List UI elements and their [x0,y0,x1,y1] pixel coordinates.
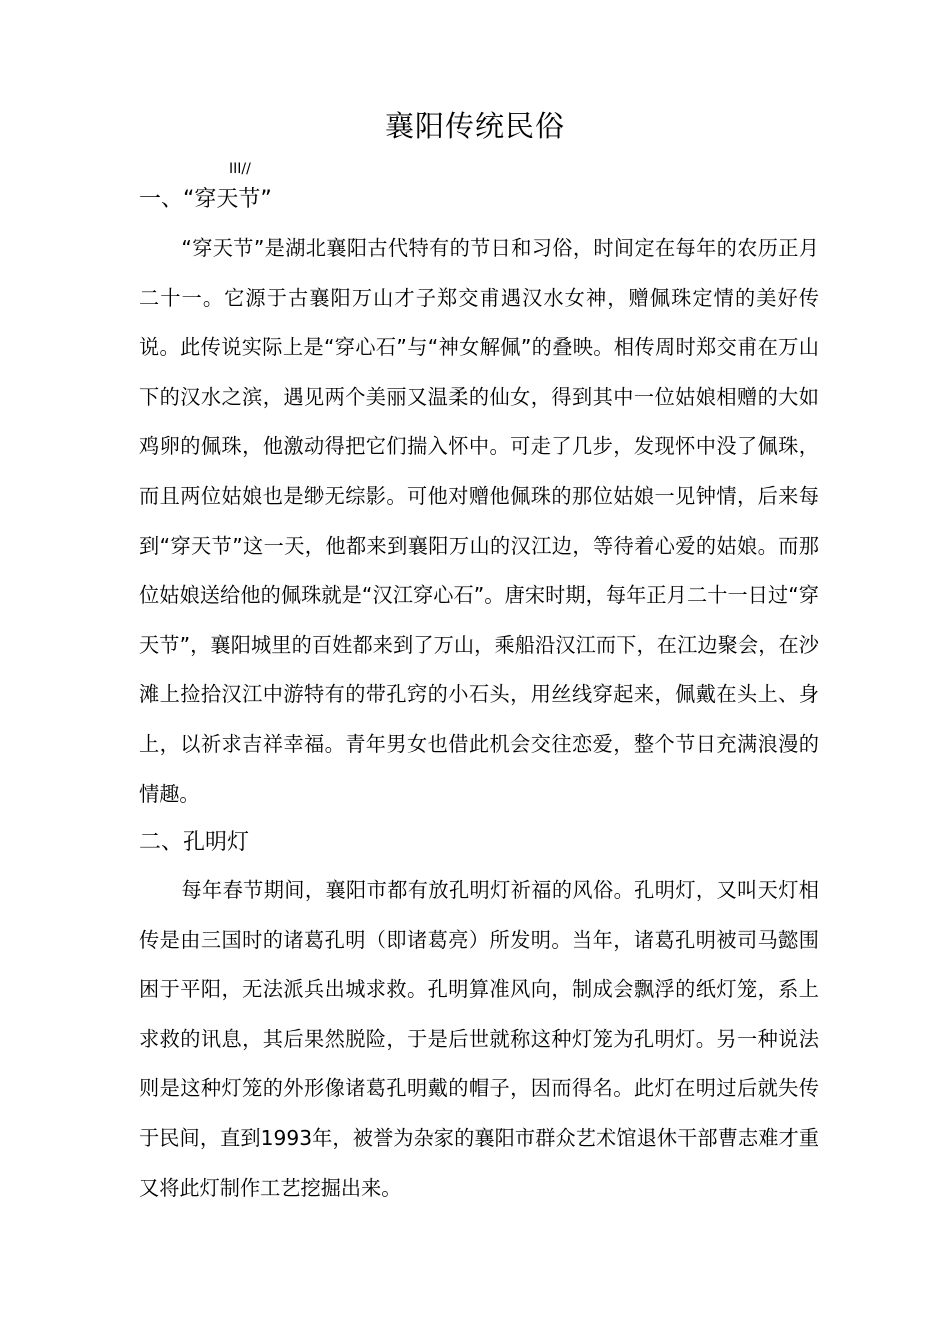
section-paragraph-chuantianjie: “穿天节”是湖北襄阳古代特有的节日和习俗，时间定在每年的农历正月二十一。它源于古襄阳万山才子郑交甫遇汉水女神，赠佩珠定情的美好传说。此传说实际上是“穿心石”与“神女解佩”的叠映。相传周时郑交甫在万山下的汉水之滨，遇见两个美丽又温柔的仙女，得到其中一位姑娘相赠的大如鸡卵的佩珠，他激动得把它们揣入怀中。可走了几步，发现怀中没了佩珠，而且两位姑娘也是缈无综影。可他对赠他佩珠的那位姑娘一见钟情，后来每到“穿天节”这一天，他都来到襄阳万山的汉江边，等待着心爱的姑娘。而那位姑娘送给他的佩珠就是“汉江穿心石”。唐宋时期，每年正月二十一日过“穿天节”，襄阳城里的百姓都来到了万山，乘船沿汉江而下，在江边聚会，在沙滩上捡拾汉江中游特有的带孔窍的小石头，用丝线穿起来，佩戴在头上、身上，以祈求吉祥幸福。青年男女也借此机会交往恋爱，整个节日充满浪漫的情趣。 [139,236,819,806]
section-heading-kongmingdeng: 二、孔明灯 [139,830,250,855]
section-paragraph-kongmingdeng: 每年春节期间，襄阳市都有放孔明灯祈福的风俗。孔明灯，又叫天灯相传是由三国时的诸葛孔明（即诸葛亮）所发明。当年，诸葛孔明被司马懿围困于平阳，无法派兵出城求救。孔明算准风向，制成会飘浮的纸灯笼，系上求救的讯息，其后果然脱险，于是后世就称这种灯笼为孔明灯。另一种说法则是这种灯笼的外形像诸葛孔明戴的帽子，因而得名。此灯在明过后就失传于民间，直到1993年，被誉为杂家的襄阳市群众艺术馆退休干部曹志难才重又将此灯制作工艺挖掘出来。 [139,878,819,1200]
handwritten-mark: III// [229,161,251,177]
document-title: 襄阳传统民俗 [384,109,565,143]
section-heading-chuantianjie: 一、“穿天节” [139,187,272,212]
